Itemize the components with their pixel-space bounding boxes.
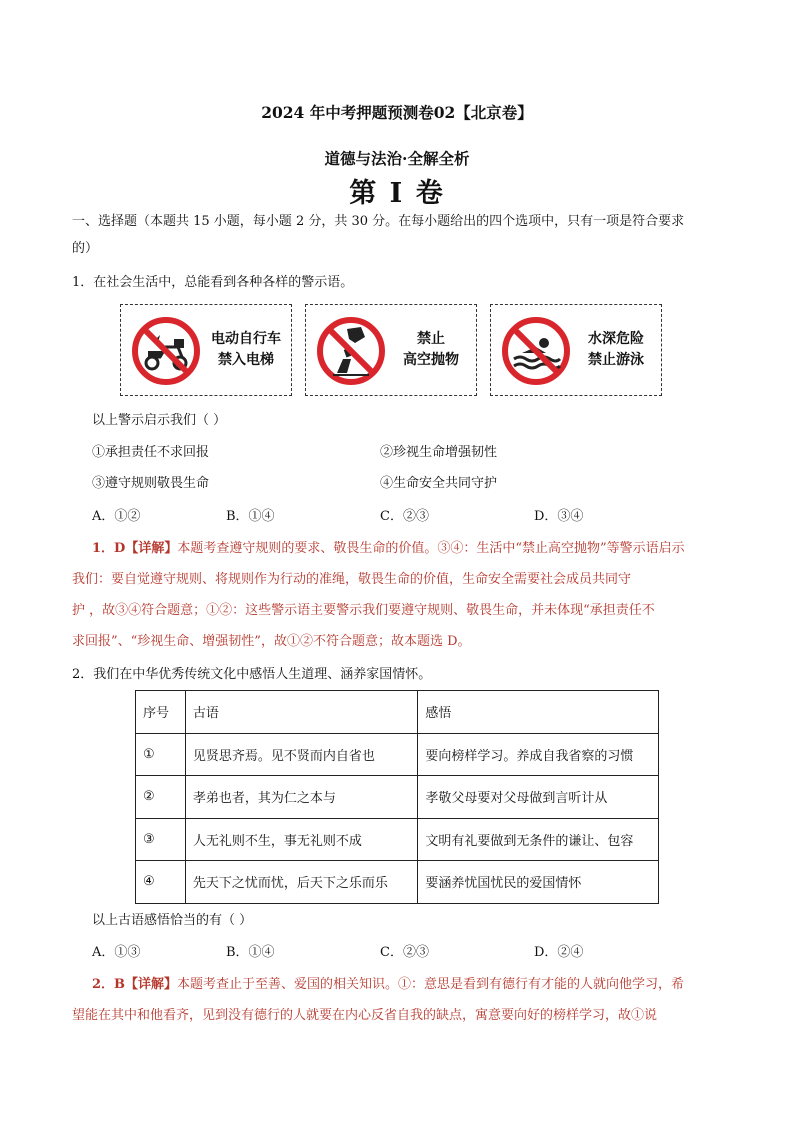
table-cell: 见贤思齐焉。见不贤而内自省也: [185, 733, 418, 776]
option-c: C．②③: [380, 509, 429, 524]
option-d: D．②④: [534, 945, 584, 960]
table-row: [136, 861, 659, 904]
document-subtitle: 道德与法治·全解全析: [324, 149, 470, 168]
table-header: 古语: [185, 691, 418, 734]
table-cell: 孝弟也者，其为仁之本与: [185, 776, 418, 819]
no-swimming-icon: [500, 315, 572, 387]
answer-2-line2: 望能在其中和他看齐，见到没有德行的人就要在内心反省自我的缺点，寓意要向好的榜样学习，故①说: [72, 1008, 658, 1023]
table-header-row: [136, 691, 659, 734]
statement-item-4: ④生命安全共同守护: [380, 476, 498, 491]
warning-sign-swimming: [490, 304, 662, 396]
option-a: A．①②: [92, 509, 141, 524]
volume-heading: 第 I 卷: [349, 178, 445, 209]
no-throwing-icon: [315, 315, 387, 387]
table-header: 感悟: [418, 691, 659, 734]
option-b: B．①④: [226, 509, 275, 524]
sign-label-ebike: 电动自行车 禁入电梯: [211, 331, 281, 368]
table-cell: 人无礼则不生，事无礼则不成: [185, 818, 418, 861]
table-row: [136, 818, 659, 861]
option-d: D．③④: [534, 509, 584, 524]
table-row: [136, 776, 659, 819]
table-cell: 要涵养忧国忧民的爱国情怀: [418, 861, 659, 904]
option-a: A．①③: [92, 945, 141, 960]
sign-label-throwing: 禁止 高空抛物: [403, 331, 459, 368]
quotes-table: [135, 690, 659, 904]
document-title: 2024 年中考押题预测卷02【北京卷】: [261, 103, 533, 122]
table-cell: ②: [136, 776, 186, 819]
answer-1-line4: 求回报”、“珍视生命、增强韧性”，故①②不符合题意；故本题选 D。: [72, 634, 471, 649]
statement-item-2: ②珍视生命增强韧性: [380, 445, 498, 460]
answer-1-line1: 1．D【详解】本题考查遵守规则的要求、敬畏生命的价值。③④：生活中“禁止高空抛物”等警示语启示: [92, 541, 685, 556]
answer-1-prefix: 1．D【详解】: [92, 541, 178, 556]
table-cell: 要向榜样学习。养成自我省察的习惯: [418, 733, 659, 776]
question-1-prompt: 以上警示启示我们（ ）: [92, 413, 227, 428]
statement-item-3: ③遵守规则敬畏生命: [92, 476, 210, 491]
table-cell: ④: [136, 861, 186, 904]
option-b: B．①④: [226, 945, 275, 960]
section-instructions-line2: 的）: [72, 241, 99, 256]
question-1-stem: 1．在社会生活中，总能看到各种各样的警示语。: [72, 275, 354, 290]
table-header: 序号: [136, 691, 186, 734]
section-instructions-line1: 一、选择题（本题共 15 小题，每小题 2 分，共 30 分。在每小题给出的四个选项中，只有一项是符合要求: [72, 214, 685, 229]
warning-sign-ebike: [120, 304, 292, 396]
table-cell: ①: [136, 733, 186, 776]
statement-item-1: ①承担责任不求回报: [92, 445, 210, 460]
table-cell: 先天下之忧而忧，后天下之乐而乐: [185, 861, 418, 904]
no-ebike-icon: [130, 315, 202, 387]
sign-label-swimming: 水深危险 禁止游泳: [588, 331, 644, 368]
question-2-prompt: 以上古语感悟恰当的有（ ）: [92, 913, 253, 928]
answer-2-prefix: 2．B【详解】: [92, 977, 178, 992]
question-2-stem: 2．我们在中华优秀传统文化中感悟人生道理、涵养家国情怀。: [72, 667, 432, 682]
table-cell: 文明有礼要做到无条件的谦让、包容: [418, 818, 659, 861]
table-cell: 孝敬父母要对父母做到言听计从: [418, 776, 659, 819]
answer-1-line2: 我们：要自觉遵守规则、将规则作为行动的准绳，敬畏生命的价值，生命安全需要社会成员共同守: [72, 572, 632, 587]
answer-2-line1: 2．B【详解】本题考查止于至善、爱国的相关知识。①：意思是看到有德行有才能的人就向他学习，希: [92, 977, 685, 992]
answer-1-line3: 护 ，故③④符合题意；①②：这些警示语主要警示我们要遵守规则、敬畏生命，并未体现“承担责任不: [72, 603, 655, 618]
table-cell: ③: [136, 818, 186, 861]
warning-sign-throwing: [305, 304, 477, 396]
option-c: C．②③: [380, 945, 429, 960]
warning-signs-figure: [120, 304, 662, 396]
table-row: [136, 733, 659, 776]
